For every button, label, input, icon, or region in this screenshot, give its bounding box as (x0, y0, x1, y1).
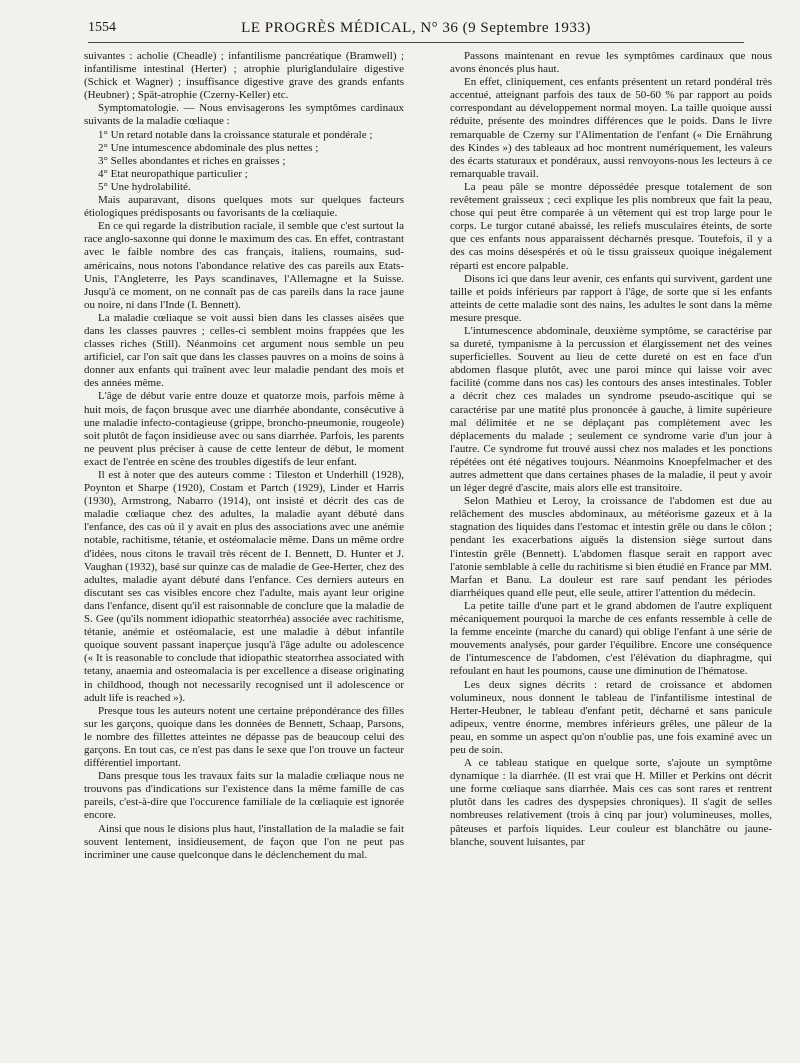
paragraph: En effet, cliniquement, ces enfants présentent un retard pondéral très accentué, atteignant parfois des taux de 50-60 % par rapport au poids correspondant au développement normal moyen. La taille quoique aussi réduite, présente des moindres différences que le poids. Dans le livre remarquable de Czerny sur l'Alimentation de l'enfant (« Die Ernährung des Kindes ») des tableaux ad hoc montrent numériquement, les valeurs des écarts staturaux et pondéraux, aussi renvoyons-nous les lecteurs à ce remarquable travail. (450, 76, 772, 180)
paragraph: Il est à noter que des auteurs comme : Tileston et Underhill (1928), Poynton et Sharpe (1920), Costam et Partch (1929), Linder et Harris (1930), Armstrong, Nabarro (1914), ont insisté et décrit des cas de maladie cœliaque chez des adultes, la maladie ayant débuté dans l'enfance, des cas où il y avait en plus des associations avec une anémie notable, rachitisme, tétanie, et ostéomalacie même. Dans un même ordre d'idées, nous citons le travail très récent de I. Bennett, D. Hunter et J. Vaughan (1932), basé sur quinze cas de maladie de Gee-Herter, chez des adultes, maladie ayant débuté dans l'enfance. Ces derniers auteurs en discutant ses cas visibles encore chez l'adulte, mais ayant leur origine dans l'enfance, disent qu'il est raisonnable de conclure que la maladie de S. Gee (qu'ils nomment idiopathic steatorrhéa) associée avec rachitisme, tétanie, anémie et ostéomalacie, est une maladie à début infantile quoique souvent passant inaperçue jusqu'à l'âge adulte ou adolescence (« It is reasonable to conclude that idiopathic steatorrhea associated with tetany, anaemia and osteomalacia is per excellence a disease originating in childhood, though not necessarily recognised unt il adolescence or adult life is reached »). (84, 469, 404, 704)
list-item: 2° Une intumescence abdominale des plus nettes ; (98, 141, 319, 154)
paragraph: La maladie cœliaque se voit aussi bien dans les classes aisées que dans les classes pauvres ; celles-ci semblent moins frappées que les classes riches (Still). Néanmoins cet argument nous semble un peu artificiel, car l'on sait que dans les classes pauvres on a moins de soins à donner aux enfants qui traînent avec leur maladie pendant des mois et des années même. (84, 311, 404, 390)
paragraph: En ce qui regarde la distribution raciale, il semble que c'est surtout la race anglo-saxonne qui donne le maximum des cas. En effet, contrastant avec le faible nombre des cas français, italiens, roumains, sud-américains, nous notons l'abondance relative des cas pareils aux Etats-Unis, l'Angleterre, les Pays scandinaves, l'Allemagne et la Suisse. Jusqu'à ce moment, on ne connaît pas de cas pareils dans la race jaune ou noire, ni dans l'Inde (I. Bennett). (84, 220, 404, 311)
paragraph: L'intumescence abdominale, deuxième symptôme, se caractérise par sa dureté, tympanisme à la percussion et élargissement net des veines superficielles. Souvent au lieu de cette dureté on est en face d'un abdomen flasque plutôt, avec une paroi mince qui laisse voir avec facilité (comme dans nos cas) les contours des anses intestinales. Tobler a décrit chez ces malades un syndrome pseudo-ascitique qui se caractérise par une matité plus prononcée à gauche, à limite supérieure mal délimitée et ne se déplaçant pas complètement avec les déplacements du malade ; seulement ce syndrome varie d'un jour à l'autre. Ce syndrome fut trouvé aussi chez nos malades et les ponctions répétées ont été négatives toujours. Néanmoins Knoepfelmacher et des autres admettent que dans certaines phases de la maladie, il peut y avoir un léger degré d'ascite, mais alors elle est transitoire. (450, 324, 772, 495)
paragraph: Mais auparavant, disons quelques mots sur quelques facteurs étiologiques prédisposants ou favorisants de la cœliaquie. (84, 194, 404, 220)
paragraph: suivantes : acholie (Cheadle) ; infantilisme pancréatique (Bramwell) ; infantilisme intestinal (Herter) ; atrophie pluriglandulaire digestive (Schick et Wagner) ; insuffisance digestive grave des grands enfants (Heubner) ; Spät-atrophie (Czerny-Keller) etc. (84, 50, 404, 102)
list-item: 4° Etat neuropathique particulier ; (98, 167, 248, 180)
page-number: 1554 (88, 20, 116, 35)
paragraph: L'âge de début varie entre douze et quatorze mois, parfois même à huit mois, de façon brusque avec une diarrhée abondante, consécutive à une maladie infecto-contagieuse (grippe, broncho-pneumonie, rougeole) soit plutôt de façon insidieuse avec ou sans diarrhée. Parfois, les parents ne peuvent plus préciser à cause de cette lenteur de début, le moment exact de l'entrée en scène des troubles digestifs de leur enfant. (84, 390, 404, 468)
left-column (84, 50, 404, 862)
paragraph: A ce tableau statique en quelque sorte, s'ajoute un symptôme dynamique : la diarrhée. (Il est vrai que H. Miller et Perkins ont décrit une forme cœliaque sans diarrhée. Mais ces cas sont rares et rentrent plutôt dans les cadres des dyspepsies chroniques). Il s'agit de selles nombreuses relativement (trois à cinq par jour) volumineuses, molles, pâteuses et parfois liquides. Leur couleur est blanchâtre ou jaune-blanche, souvent luisantes, par (450, 757, 772, 848)
paragraph: Symptomatologie. — Nous envisagerons les symptômes cardinaux suivants de la maladie cœliaque : (84, 102, 404, 128)
header-rule (88, 42, 744, 43)
list-item: 1° Un retard notable dans la croissance staturale et pondérale ; (98, 128, 373, 141)
paragraph: Presque tous les auteurs notent une certaine prépondérance des filles sur les garçons, quoique dans les données de Bennett, Schaap, Parsons, le nombre des fillettes atteintes ne dépasse pas de beaucoup celui des garçons. En tout cas, ce n'est pas dans le sexe que l'on trouve un facteur différentiel important. (84, 704, 404, 770)
paragraph: Selon Mathieu et Leroy, la croissance de l'abdomen est due au relâchement des muscles abdominaux, au météorisme gazeux et à la stagnation des liquides dans l'estomac et intestin grêle ou dans le côlon ; pendant les exacerbations aiguës la distension siège surtout dans l'intestin grêle (Bennett). L'abdomen flasque serait en rapport avec l'atonie semblable à celle du rachitisme si bien étudié en France par MM. Marfan et Banu. La douleur est rare sauf pendant les périodes diarrhéiques quand elle peut, elle seule, attirer l'attention du médecin. (450, 495, 772, 599)
paragraph: La petite taille d'une part et le grand abdomen de l'autre expliquent mécaniquement pourquoi la marche de ces enfants ressemble à celle de la femme enceinte (marche du canard) qui oblige l'enfant à une série de mouvements analysés, pour garder l'équilibre. Encore une conséquence de l'intumescence de l'abdomen, c'est l'élévation du diaphragme, qui refoulant en haut les poumons, cause une diminution de l'hématose. (450, 599, 772, 678)
page-header (88, 16, 744, 44)
paragraph: Ainsi que nous le disions plus haut, l'installation de la maladie se fait souvent lentement, insidieusement, de façon que l'on ne peut pas incriminer une cause quelconque dans le déclenchement du mal. (84, 822, 404, 861)
paragraph: Passons maintenant en revue les symptômes cardinaux que nous avons énoncés plus haut. (450, 50, 772, 76)
list-item: 5° Une hydrolabilité. (98, 180, 191, 193)
right-column (450, 50, 772, 849)
paragraph: La peau pâle se montre dépossédée presque totalement de son revêtement graisseux ; ceci explique les plis nombreux que fait la peau, chose qui peut être comparée à un vêtement qui est trop large pour le corps. Le turgor cutané abaissé, les reliefs musculaires éteints, de sorte que ces enfants nous apparaissent décharnés presque. Toutefois, il y a des cas moins désespérés et où le tissu graisseux quoique inégalement réparti est encore palpable. (450, 180, 772, 272)
list-item: 3° Selles abondantes et riches en graisses ; (98, 154, 286, 167)
paragraph: Disons ici que dans leur avenir, ces enfants qui survivent, gardent une taille et poids inférieurs par rapport à l'âge, de sorte que si les enfants atteints de cette maladie sont des nains, les adultes le sont dans la même mesure presque. (450, 272, 772, 324)
paragraph: Dans presque tous les travaux faits sur la maladie cœliaque nous ne trouvons pas d'indications sur l'existence dans la même famille de cas pareils, c'est-à-dire que l'occurence familiale de la cœliaquie est ignorée encore. (84, 770, 404, 822)
paragraph: Les deux signes décrits : retard de croissance et abdomen volumineux, nous donnent le tableau de l'infantilisme intestinal de Herter-Heubner, le tableau d'enfant petit, décharné et sans panicule adipeux, ventre énorme, membres inférieurs grêles, une pâleur de la peau, en somme un aspect qu'on n'oublie pas, une fois examiné avec un peu de soin. (450, 678, 772, 756)
journal-title: LE PROGRÈS MÉDICAL, N° 36 (9 Septembre 1933) (241, 20, 591, 36)
